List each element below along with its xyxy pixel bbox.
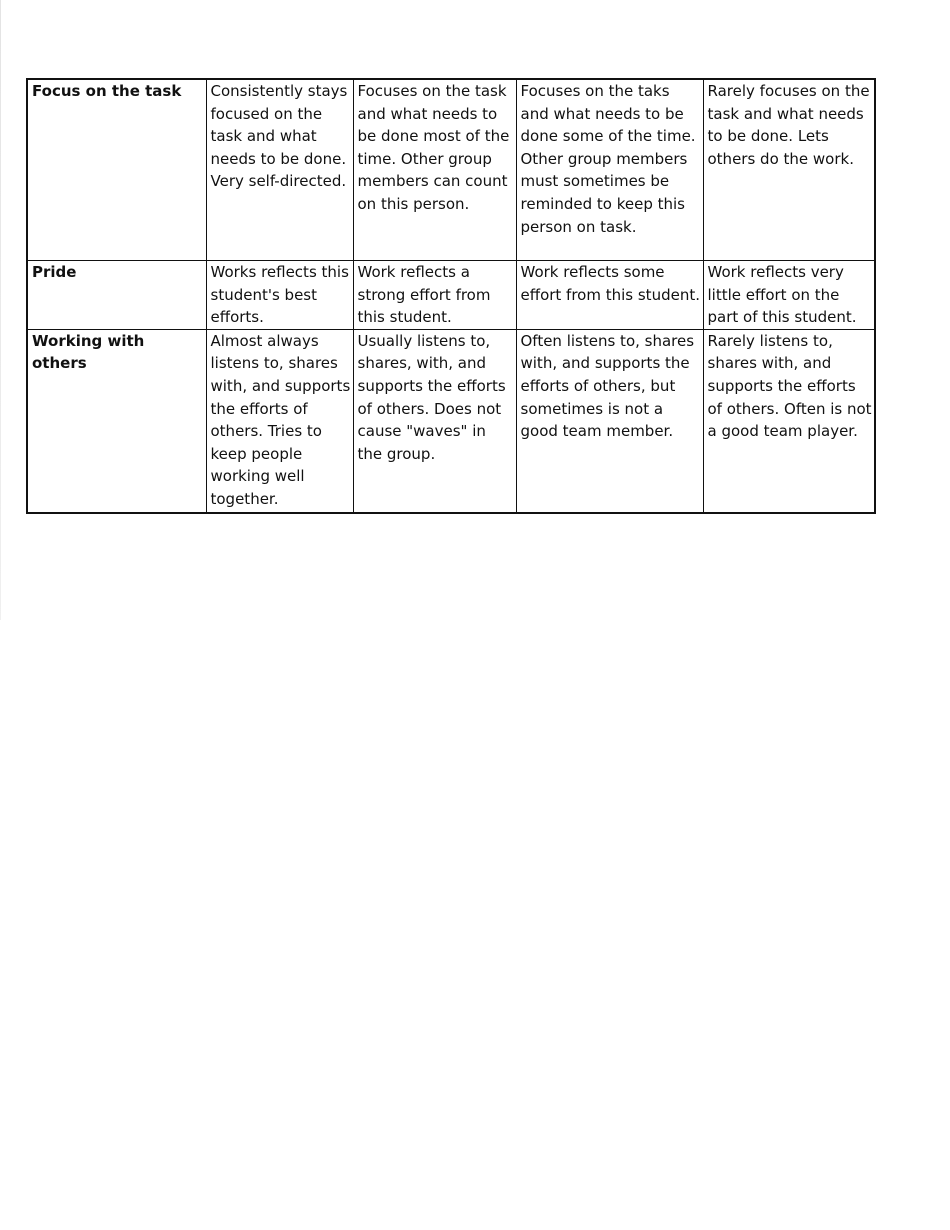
rubric-table (26, 78, 876, 514)
rubric-cell-level-1: Works reflects this student's best efforts. (206, 261, 353, 330)
rubric-cell-level-3: Often listens to, shares with, and supports the efforts of others, but sometimes is not a good team member. (516, 329, 703, 513)
rubric-cell-level-3: Work reflects some effort from this student. (516, 261, 703, 330)
rubric-row-working-with-others (27, 329, 875, 513)
rubric-cell-level-4: Rarely focuses on the task and what needs to be done. Lets others do the work. (703, 79, 875, 261)
rubric-cell-level-1: Consistently stays focused on the task and what needs to be done. Very self-directed. (206, 79, 353, 261)
rubric-cell-level-4: Rarely listens to, shares with, and supports the efforts of others. Often is not a good team player. (703, 329, 875, 513)
rubric-cell-level-2: Usually listens to, shares, with, and supports the efforts of others. Does not cause "waves" in the group. (353, 329, 516, 513)
criterion-cell: Working with others (27, 329, 206, 513)
rubric-row-pride (27, 261, 875, 330)
rubric-cell-level-2: Focuses on the task and what needs to be done most of the time. Other group members can count on this person. (353, 79, 516, 261)
rubric-cell-level-4: Work reflects very little effort on the part of this student. (703, 261, 875, 330)
criterion-cell: Focus on the task (27, 79, 206, 261)
rubric-cell-level-2: Work reflects a strong effort from this student. (353, 261, 516, 330)
rubric-cell-level-3: Focuses on the taks and what needs to be done some of the time. Other group members must sometimes be reminded to keep this person on task. (516, 79, 703, 261)
rubric-row-focus (27, 79, 875, 261)
criterion-cell: Pride (27, 261, 206, 330)
scan-edge (0, 0, 1, 620)
rubric-cell-level-1: Almost always listens to, shares with, and supports the efforts of others. Tries to keep people working well together. (206, 329, 353, 513)
